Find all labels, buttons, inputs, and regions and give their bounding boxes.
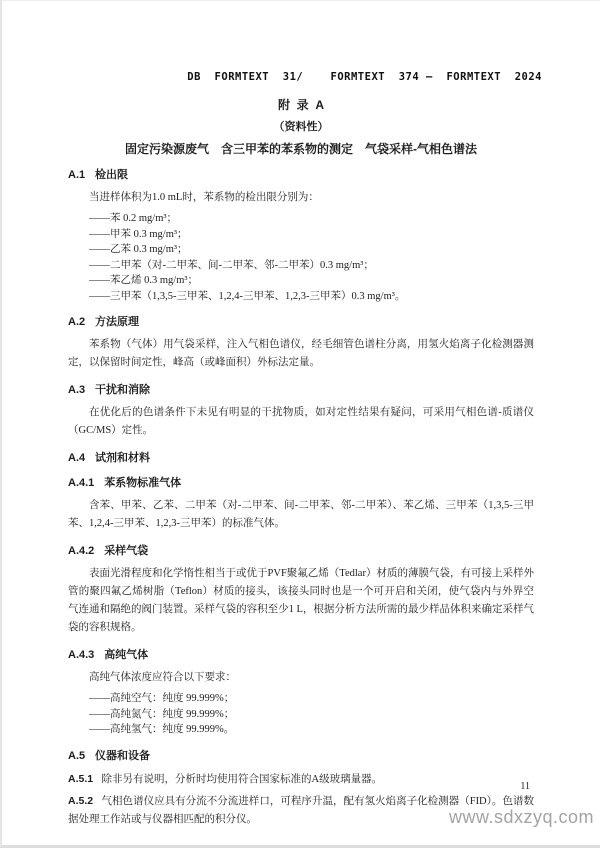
paragraph: 在优化后的色谱条件下未见有明显的干扰物质，如对定性结果有疑问，可采用气相色谱-质谱仪（GC/MS）定性。: [68, 407, 534, 436]
section-heading-number: A.4.1: [68, 477, 95, 489]
watermark-link[interactable]: www.sdxzyq.com: [448, 807, 594, 827]
document-body: [68, 168, 534, 829]
list-item: ——甲苯 0.3 mg/m³；: [89, 228, 188, 240]
dash-list: [68, 211, 534, 304]
section-heading-number: A.4: [68, 452, 86, 464]
clause-text: 气相色谱仪应具有分流不分流进样口，可程序升温，配有氢火焰离子化检测器（FID）。色谱数据处理工作站或与仪器相匹配的积分仪。: [68, 795, 534, 825]
paragraph: 表面光滑程度和化学惰性相当于或优于PVF聚氟乙烯（Tedlar）材质的薄膜气袋，有可接上采样外管的聚四氟乙烯树脂（Teflon）材质的接头，该接头同时也是一个可开启和关闭，使气袋内与外界空气连通和隔绝的阀门装置。采样气袋的容积至少1 L，根据分析方法所需的最少样品体积来确定采样气袋的容积规格。: [68, 568, 534, 633]
section-heading: [68, 383, 534, 397]
appendix-title-block: [68, 96, 534, 157]
list-item: ——二甲苯（对-二甲苯、间-二甲苯、邻-二甲苯）0.3 mg/m³；: [89, 259, 374, 271]
appendix-main-title: 固定污染源废气 含三甲苯的苯系物的测定 气袋采样-气相色谱法: [125, 142, 477, 156]
dash-list: [68, 691, 534, 738]
section-heading: [68, 749, 534, 763]
clause: [68, 770, 534, 789]
page-number: 11: [520, 781, 530, 792]
section-heading-title: 干扰和消除: [95, 384, 151, 396]
list-item: ——苯 0.2 mg/m³；: [89, 213, 178, 224]
list-item: ——苯乙烯 0.3 mg/m³；: [89, 275, 199, 286]
clause-number: A.5.2: [68, 794, 94, 807]
section-heading-title: 检出限: [95, 169, 129, 181]
section-heading-title: 方法原理: [95, 316, 140, 328]
section-heading-number: A.4.2: [68, 545, 95, 557]
paragraph: 苯系物（气体）用气袋采样，注入气相色谱仪，经毛细管色谱柱分离，用氢火焰离子化检测器测定，以保留时间定性，峰高（或峰面积）外标法定量。: [68, 339, 534, 368]
section-heading-number: A.5: [68, 749, 86, 762]
section-heading-title: 苯系物标准气体: [104, 477, 182, 489]
section-heading-number: A.2: [68, 316, 86, 328]
page-content: [2, 1, 600, 832]
section-heading: [68, 168, 534, 182]
section-heading: [68, 451, 534, 465]
appendix-title: 附 录 A: [277, 98, 324, 112]
paragraph: 高纯气体浓度应符合以下要求：: [89, 672, 236, 683]
section-heading-number: A.4.3: [68, 649, 95, 661]
appendix-subtitle: （资料性）: [273, 121, 329, 133]
section-heading: [68, 648, 534, 662]
paragraph: 含苯、甲苯、乙苯、二甲苯（对-二甲苯、间-二甲苯、邻-二甲苯）、苯乙烯、三甲苯（1,3,5-三甲苯、1,2,4-三甲苯、1,2,3-三甲苯）的标准气体。: [68, 500, 534, 529]
section-heading-number: A.1: [68, 169, 86, 181]
section-heading-title: 高纯气体: [104, 649, 149, 661]
standard-code-header: DB FORMTEXT 31/ FORMTEXT 374 — FORMTEXT 2024: [187, 71, 542, 83]
section-heading-title: 采样气袋: [104, 545, 149, 557]
section-heading: [68, 544, 534, 558]
section-heading-number: A.3: [68, 384, 86, 396]
list-item: ——高纯氢气：纯度 99.999%。: [89, 724, 235, 735]
clause-text: 除非另有说明，分析时均使用符合国家标准的A级玻璃量器。: [101, 773, 383, 785]
section-heading: [68, 315, 534, 329]
list-item: ——三甲苯（1,3,5-三甲苯、1,2,4-三甲苯、1,2,3-三甲苯）0.3 mg/m³。: [89, 290, 406, 302]
paragraph: 当进样体积为1.0 mL时，苯系物的检出限分别为：: [89, 192, 319, 203]
section-heading: [68, 476, 534, 490]
section-heading-title: 仪器和设备: [95, 749, 151, 762]
clause-number: A.5.1: [68, 772, 94, 785]
list-item: ——乙苯 0.3 mg/m³；: [89, 244, 188, 255]
list-item: ——高纯氮气：纯度 99.999%；: [89, 708, 235, 720]
section-heading-title: 试剂和材料: [95, 452, 151, 464]
list-item: ——高纯空气：纯度 99.999%；: [89, 693, 235, 704]
